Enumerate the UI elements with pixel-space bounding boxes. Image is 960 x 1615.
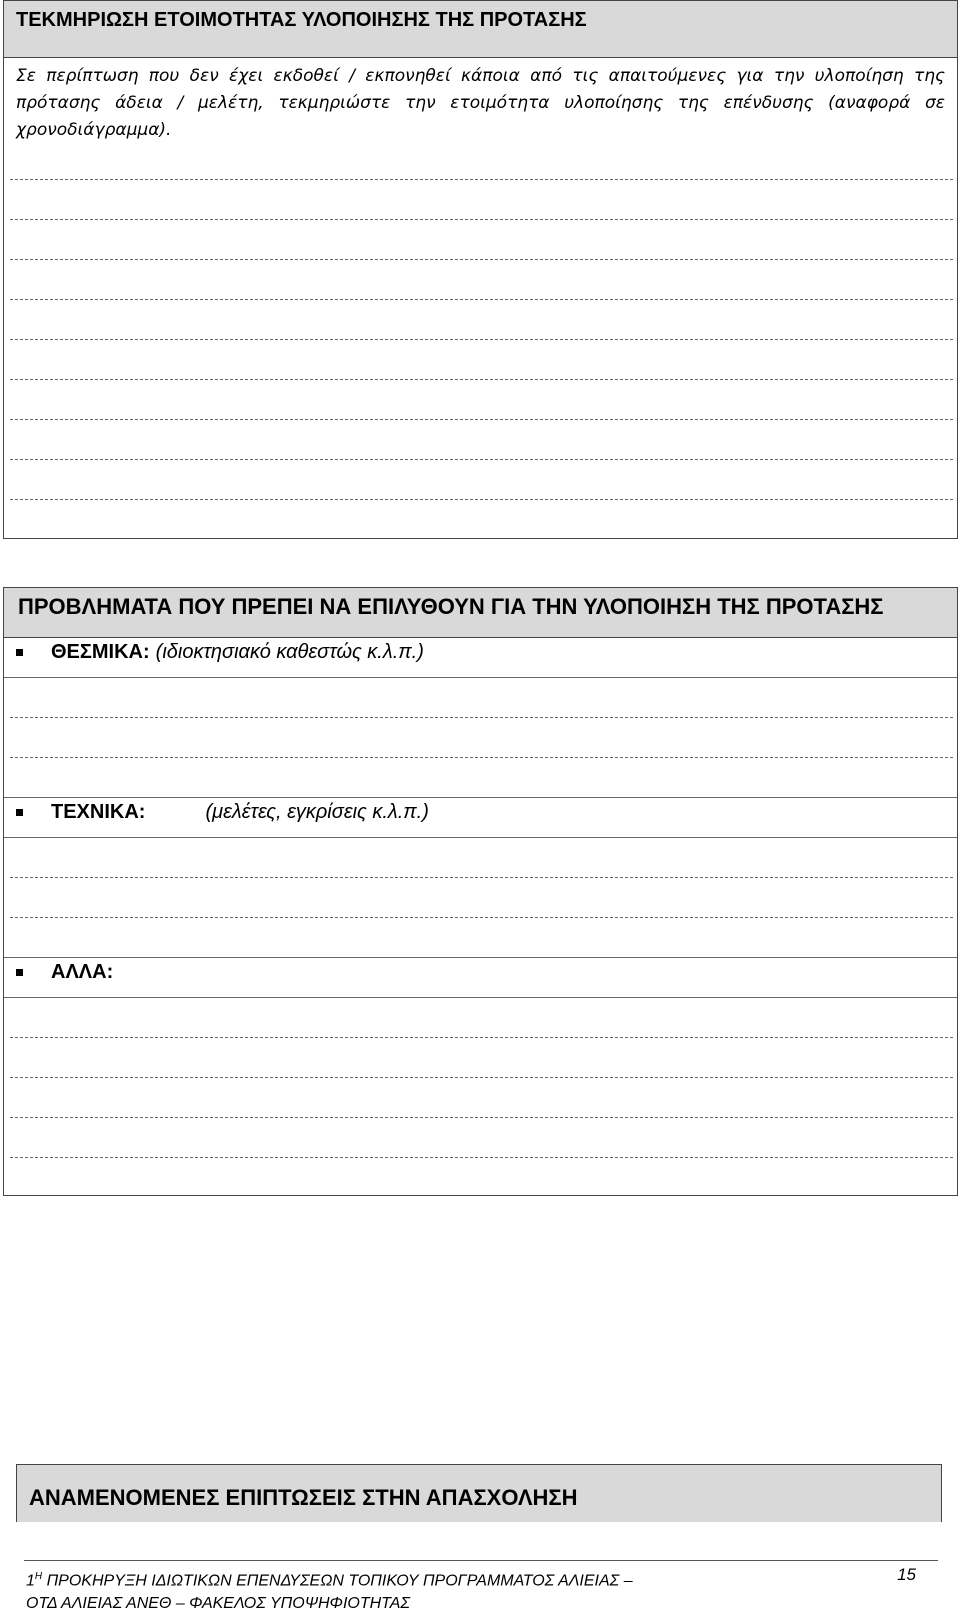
page-number: 15: [897, 1565, 916, 1584]
answer-line[interactable]: [10, 379, 953, 380]
answer-line[interactable]: [10, 419, 953, 420]
problems-section: [3, 587, 958, 1196]
square-bullet-icon: [16, 969, 23, 976]
category-other: [16, 961, 113, 984]
footer-divider: [24, 1560, 938, 1561]
problems-section-title: ΠΡΟΒΛΗΜΑΤΑ ΠΟΥ ΠΡΕΠΕΙ ΝΑ ΕΠΙΛΥΘΟΥΝ ΓΙΑ ΤΗΝ ΥΛΟΠΟΙΗΣΗ ΤΗΣ ΠΡΟΤΑΣΗΣ: [4, 588, 957, 638]
category-institutional: [16, 641, 424, 664]
answer-line[interactable]: [10, 1077, 953, 1078]
category-technical: [16, 801, 429, 824]
answer-line[interactable]: [10, 717, 953, 718]
answer-line[interactable]: [10, 757, 953, 758]
answer-line[interactable]: [10, 299, 953, 300]
answer-line[interactable]: [10, 1037, 953, 1038]
row-divider: [4, 997, 957, 998]
footer-line-1: $1^H$ ΠΡΟΚΗΡΥΞΗ ΙΔΙΩΤΙΚΩΝ ΕΠΕΝΔΥΣΕΩΝ ΤΟΠΙΚΟΥ ΠΡΟΓΡΑΜΜΑΤΟΣ ΑΛΙΕΙΑΣ –: [26, 1571, 633, 1590]
answer-line[interactable]: [10, 179, 953, 180]
square-bullet-icon: [16, 649, 23, 656]
square-bullet-icon: [16, 809, 23, 816]
answer-line[interactable]: [10, 1157, 953, 1158]
row-divider: [4, 837, 957, 838]
answer-line[interactable]: [10, 917, 953, 918]
category-label: ΘΕΣΜΙΚΑ:: [51, 641, 150, 663]
answer-line[interactable]: [10, 459, 953, 460]
footer-text: [26, 1565, 633, 1615]
answer-line[interactable]: [10, 499, 953, 500]
category-label: ΤΕΧΝΙΚΑ:: [51, 801, 146, 823]
row-divider: [4, 957, 957, 958]
employment-impact-title: ΑΝΑΜΕΝΟΜΕΝΕΣ ΕΠΙΠΤΩΣΕΙΣ ΣΤΗΝ ΑΠΑΣΧΟΛΗΣΗ: [29, 1485, 578, 1510]
row-divider: [4, 797, 957, 798]
answer-line[interactable]: [10, 259, 953, 260]
category-label: ΑΛΛΑ:: [51, 961, 114, 983]
answer-line[interactable]: [10, 1117, 953, 1118]
employment-impact-section: [16, 1464, 942, 1522]
row-divider: [4, 677, 957, 678]
category-note: (ιδιοκτησιακό καθεστώς κ.λ.π.): [155, 641, 424, 663]
readiness-section-title: ΤΕΚΜΗΡΙΩΣΗ ΕΤΟΙΜΟΤΗΤΑΣ ΥΛΟΠΟΙΗΣΗΣ ΤΗΣ ΠΡΟΤΑΣΗΣ: [4, 1, 957, 58]
category-note: (μελέτες, εγκρίσεις κ.λ.π.): [205, 801, 429, 823]
answer-line[interactable]: [10, 877, 953, 878]
footer-line-2: ΟΤΔ ΑΛΙΕΙΑΣ ΑΝΕΘ – ΦΑΚΕΛΟΣ ΥΠΟΨΗΦΙΟΤΗΤΑΣ: [26, 1595, 411, 1613]
answer-line[interactable]: [10, 219, 953, 220]
readiness-section: [3, 0, 958, 539]
readiness-instructions: Σε περίπτωση που δεν έχει εκδοθεί / εκπονηθεί κάποια από τις απαιτούμενες για την υλοποίηση της πρότασης άδεια / μελέτη, τεκμηριώστε την ετοιμότητα υλοποίησης της επένδυσης (αναφορά σε χρονοδιάγραμμα).: [16, 66, 945, 140]
answer-line[interactable]: [10, 339, 953, 340]
